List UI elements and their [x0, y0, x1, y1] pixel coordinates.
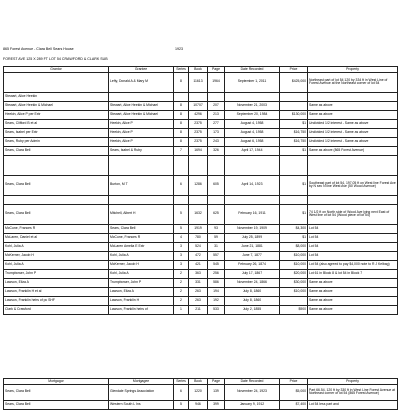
- title-left: 865 Forest Avenue - Clara Bell Sears House: [3, 47, 74, 51]
- cell-page: [208, 155, 225, 175]
- cell-price: $20,000: [280, 269, 308, 278]
- cell-series: 8: [174, 72, 189, 92]
- cell-grantee: [109, 92, 174, 101]
- cell-property: Same as above: [308, 287, 398, 296]
- cell-page: 625: [208, 204, 225, 224]
- cell-grantee: [109, 195, 174, 204]
- cell-property: Lot 61 in Block 8 & lot 54 in Block 7: [308, 269, 398, 278]
- cell-date: July 17, 1867: [225, 269, 280, 278]
- cell-series: 5: [174, 400, 189, 409]
- cell-grantor: Lawson, Franklin heirs of pc SHF: [4, 296, 109, 305]
- table-row: [4, 146, 398, 155]
- cell-price: $900: [280, 305, 308, 314]
- cell-book: 263: [189, 296, 208, 305]
- cell-date: September 1, 2011: [225, 72, 280, 92]
- cell-property: [308, 92, 398, 101]
- cell-series: 3: [174, 242, 189, 251]
- mortgages-table: [3, 378, 398, 410]
- table-row: [4, 119, 398, 128]
- cell-page: 139: [208, 384, 225, 400]
- cell-page: 545: [208, 260, 225, 269]
- cell-page: 1964: [208, 72, 225, 92]
- cell-date: June 7, 1877: [225, 251, 280, 260]
- cell-grantor: Sears, Clara Bell: [4, 400, 109, 409]
- column-header: Page: [208, 67, 225, 73]
- cell-grantor: [4, 155, 109, 175]
- cell-page: 326: [208, 146, 225, 155]
- cell-page: 173: [208, 128, 225, 137]
- cell-grantor: Lawson, Eliza A: [4, 278, 109, 287]
- cell-series: 2: [174, 296, 189, 305]
- cell-series: 6: [174, 384, 189, 400]
- cell-page: 399: [208, 400, 225, 409]
- cell-page: 207: [208, 101, 225, 110]
- cell-price: [280, 101, 308, 110]
- table-row: [4, 137, 398, 146]
- cell-grantor: McLaren, Daniel et al: [4, 233, 109, 242]
- cell-property: Same as above: [308, 296, 398, 305]
- cell-date: July 25, 1899: [225, 233, 280, 242]
- cell-grantee: [109, 155, 174, 175]
- cell-price: [280, 296, 308, 305]
- column-header: Mortgagor: [4, 379, 109, 385]
- cell-price: $16,750: [280, 137, 308, 146]
- cell-grantee: Burton, M T: [109, 175, 174, 195]
- table-row: [4, 72, 398, 92]
- cell-grantee: Western South L Ins: [109, 400, 174, 409]
- cell-series: 3: [174, 251, 189, 260]
- cell-date: February 16, 1911: [225, 204, 280, 224]
- cell-book: [189, 155, 208, 175]
- cell-price: $1: [280, 146, 308, 155]
- cell-book: 2375: [189, 119, 208, 128]
- cell-grantee: Lawson, Eliza A: [109, 287, 174, 296]
- cell-book: 1286: [189, 175, 208, 195]
- cell-series: 8: [174, 101, 189, 110]
- cell-page: 605: [208, 175, 225, 195]
- table-row: [4, 204, 398, 224]
- table-row: [4, 128, 398, 137]
- cell-price: $10,000: [280, 260, 308, 269]
- cell-book: 2375: [189, 137, 208, 146]
- table-row: [4, 224, 398, 233]
- cell-grantee: Lawson, Franklin heirs of: [109, 305, 174, 314]
- cell-grantor: Sears, Clara Bell: [4, 146, 109, 155]
- cell-grantee: Heekin, Alice P: [109, 137, 174, 146]
- table-row: [4, 251, 398, 260]
- table-row: [4, 400, 398, 409]
- cell-series: 1: [174, 305, 189, 314]
- cell-property: Lot 54: [308, 224, 398, 233]
- cell-date: July 8, 1860: [225, 296, 280, 305]
- cell-grantee: Mitchell, Albert H: [109, 204, 174, 224]
- cell-series: 5: [174, 204, 189, 224]
- cell-price: $30,000: [280, 278, 308, 287]
- cell-grantee: Trumpbower, John P: [109, 278, 174, 287]
- cell-property: Lot 54 less part and: [308, 400, 398, 409]
- cell-page: 192: [208, 296, 225, 305]
- cell-grantee: Kohl, Julia A: [109, 251, 174, 260]
- column-header: Date Recorded: [225, 67, 280, 73]
- column-header: Price: [280, 379, 308, 385]
- cell-price: $10,000: [280, 287, 308, 296]
- cell-price: $7,400: [280, 400, 308, 409]
- cell-grantee: Glendale Springs Association: [109, 384, 174, 400]
- title-year: 1923: [175, 47, 183, 51]
- cell-grantee: Lefty, Donald A & Mary M: [109, 72, 174, 92]
- cell-property: Undivided 1/2 interest - Same as above: [308, 137, 398, 146]
- cell-date: April 17, 1944: [225, 146, 280, 155]
- cell-page: 59: [208, 233, 225, 242]
- cell-date: June 21, 1881: [225, 242, 280, 251]
- cell-price: $10,000: [280, 251, 308, 260]
- cell-date: [225, 92, 280, 101]
- cell-price: $8,000: [280, 242, 308, 251]
- cell-grantor: Heekin, Alice P per Extr: [4, 110, 109, 119]
- cell-series: 3: [174, 260, 189, 269]
- cell-book: 331: [189, 278, 208, 287]
- cell-book: 1919: [189, 224, 208, 233]
- column-header: Price: [280, 67, 308, 73]
- cell-date: September 20, 1984: [225, 110, 280, 119]
- cell-series: 8: [174, 128, 189, 137]
- table-row: [4, 305, 398, 314]
- cell-series: 8: [174, 119, 189, 128]
- cell-price: $4,300: [280, 224, 308, 233]
- cell-page: 213: [208, 110, 225, 119]
- cell-series: [174, 92, 189, 101]
- cell-page: 533: [208, 305, 225, 314]
- cell-property: Lot 54 (also agreed to pay $4,000 note to R J Kelbag): [308, 260, 398, 269]
- cell-property: Lot 54: [308, 251, 398, 260]
- table-row: [4, 195, 398, 204]
- cell-property: Southeast part of lot 54, 197.05 ft on West line Forest Ave by N sec N line West Ave (50 Wood Avenue): [308, 175, 398, 195]
- cell-page: 93: [208, 224, 225, 233]
- table-row: [4, 92, 398, 101]
- cell-series: 7: [174, 146, 189, 155]
- cell-grantor: Lawson, Franklin H et al: [4, 287, 109, 296]
- column-header: Page: [208, 379, 225, 385]
- table-row: [4, 175, 398, 195]
- cell-book: [189, 92, 208, 101]
- cell-series: 2: [174, 287, 189, 296]
- cell-book: 1220: [189, 384, 208, 400]
- cell-grantor: [4, 72, 109, 92]
- cell-book: 780: [189, 233, 208, 242]
- cell-book: 1694: [189, 146, 208, 155]
- cell-price: [280, 195, 308, 204]
- cell-book: 11613: [189, 72, 208, 92]
- cell-series: 8: [174, 110, 189, 119]
- cell-property: Same as above (865 Forest Avenue): [308, 146, 398, 155]
- cell-book: 472: [189, 251, 208, 260]
- cell-series: 2: [174, 278, 189, 287]
- table-row: [4, 110, 398, 119]
- cell-property: Lot 54: [308, 233, 398, 242]
- cell-series: 5: [174, 224, 189, 233]
- column-header: Series: [174, 379, 189, 385]
- cell-property: Same as above: [308, 101, 398, 110]
- table-row: [4, 278, 398, 287]
- cell-book: 524: [189, 242, 208, 251]
- cell-page: 557: [208, 251, 225, 260]
- cell-page: [208, 195, 225, 204]
- table-row: [4, 260, 398, 269]
- cell-page: 31: [208, 242, 225, 251]
- cell-property: Same as above: [308, 278, 398, 287]
- cell-book: 946: [189, 400, 208, 409]
- cell-grantor: Sears, Clifford B et al: [4, 119, 109, 128]
- cell-price: $16,750: [280, 128, 308, 137]
- cell-grantor: Sears, Isabel per Extr: [4, 128, 109, 137]
- table-row: [4, 287, 398, 296]
- cell-property: Same as above: [308, 110, 398, 119]
- table-row: [4, 269, 398, 278]
- table-row: [4, 155, 398, 175]
- cell-grantor: Sears, Clara Bell: [4, 384, 109, 400]
- cell-series: [174, 155, 189, 175]
- cell-price: $425,000: [280, 72, 308, 92]
- cell-book: 263: [189, 287, 208, 296]
- cell-property: Undivided 1/2 interest - Same as above: [308, 119, 398, 128]
- cell-book: 211: [189, 305, 208, 314]
- document-subtitle: FOREST AVE 125 X 289 FT LOT 54 CRAWFORD & CLARK SUB: [3, 57, 108, 61]
- cell-series: 8: [174, 137, 189, 146]
- cell-grantor: Stewart, Alice Heekin & Michael: [4, 101, 109, 110]
- column-header: Property: [308, 67, 398, 73]
- cell-date: November 21, 2003: [225, 101, 280, 110]
- table-row: [4, 242, 398, 251]
- cell-price: [280, 92, 308, 101]
- cell-property: Northeast part of lot 54 120 by 334 ft in West Line of Forest Avenue at the Northeast corner of lot 54: [308, 72, 398, 92]
- cell-book: [189, 195, 208, 204]
- cell-price: $5,000: [280, 384, 308, 400]
- cell-date: August 4, 1958: [225, 119, 280, 128]
- column-header: Book: [189, 67, 208, 73]
- column-header: Series: [174, 67, 189, 73]
- cell-date: August 4, 1958: [225, 128, 280, 137]
- cell-date: November 24, 1923: [225, 384, 280, 400]
- cell-date: July 8, 1860: [225, 287, 280, 296]
- cell-page: 586: [208, 278, 225, 287]
- cell-date: April 14, 1923: [225, 175, 280, 195]
- cell-series: 6: [174, 175, 189, 195]
- cell-grantor: Kohl, Julia A: [4, 242, 109, 251]
- cell-property: [308, 155, 398, 175]
- cell-series: [174, 195, 189, 204]
- column-header: Grantor: [4, 67, 109, 73]
- cell-book: 2375: [189, 128, 208, 137]
- column-header: Date Recorded: [225, 379, 280, 385]
- column-header: Mortgagee: [109, 379, 174, 385]
- cell-book: 4296: [189, 110, 208, 119]
- cell-price: $1: [280, 204, 308, 224]
- cell-series: 2: [174, 269, 189, 278]
- cell-price: $1: [280, 119, 308, 128]
- cell-grantor: Sears, Clara Bell: [4, 175, 109, 195]
- cell-grantee: Stewart, Alice Heekin & Michael: [109, 110, 174, 119]
- cell-grantor: Stewart, Alice Heekin: [4, 92, 109, 101]
- cell-grantor: Sears, Clara Bell: [4, 204, 109, 224]
- cell-page: [208, 92, 225, 101]
- cell-grantor: Kohl, Julia A: [4, 260, 109, 269]
- cell-property: Undivided 1/2 interest - Same as above: [308, 128, 398, 137]
- cell-date: January 9, 1912: [225, 400, 280, 409]
- cell-grantor: Trumpbower, John P: [4, 269, 109, 278]
- cell-date: [225, 155, 280, 175]
- cell-grantee: McLaren Amelia E Extr: [109, 242, 174, 251]
- cell-date: February 26, 1874: [225, 260, 280, 269]
- cell-price: $1: [280, 175, 308, 195]
- cell-page: 277: [208, 119, 225, 128]
- cell-book: 10707: [189, 101, 208, 110]
- cell-date: July 2, 1855: [225, 305, 280, 314]
- cell-grantee: Lawson, Franklin H: [109, 296, 174, 305]
- cell-book: 363: [189, 269, 208, 278]
- cell-property: Part 66.54, 120 ft by 330 ft in West Line Forest Avenue at Northeast corner of lot 54 (865 Forest Avenue): [308, 384, 398, 400]
- deeds-table: [3, 66, 398, 315]
- table-row: [4, 384, 398, 400]
- cell-grantee: Sears, Isabel & Ruby: [109, 146, 174, 155]
- cell-date: August 6, 1958: [225, 137, 280, 146]
- cell-grantee: McKerner, Jacob H: [109, 260, 174, 269]
- cell-grantee: Heekin, Alice P: [109, 119, 174, 128]
- cell-property: Lot 54: [308, 242, 398, 251]
- cell-grantor: McKerner, Jacob H: [4, 251, 109, 260]
- column-header: Grantee: [109, 67, 174, 73]
- cell-page: 256: [208, 269, 225, 278]
- cell-property: [308, 195, 398, 204]
- cell-grantee: McCune, Frances R: [109, 233, 174, 242]
- cell-page: 243: [208, 137, 225, 146]
- document-title: [3, 47, 183, 51]
- cell-grantee: Sears, Clara Bell: [109, 224, 174, 233]
- table-row: [4, 233, 398, 242]
- cell-grantor: [4, 195, 109, 204]
- table-row: [4, 101, 398, 110]
- cell-date: [225, 195, 280, 204]
- cell-date: November 19, 1909: [225, 224, 280, 233]
- cell-price: $1: [280, 233, 308, 242]
- cell-grantor: McCune, Frances R: [4, 224, 109, 233]
- cell-grantee: Kohl, Julia A: [109, 269, 174, 278]
- cell-property: 74 1/2 ft on North side of Wood Ave lying next East of West line of lot 54 (Wood piece of lot 54): [308, 204, 398, 224]
- cell-grantor: Clark & Crawford: [4, 305, 109, 314]
- cell-book: 421: [189, 260, 208, 269]
- column-header: Property: [308, 379, 398, 385]
- cell-price: $130,000: [280, 110, 308, 119]
- table-row: [4, 296, 398, 305]
- column-header: Book: [189, 379, 208, 385]
- cell-property: Same as above: [308, 305, 398, 314]
- cell-page: 194: [208, 287, 225, 296]
- cell-book: 1632: [189, 204, 208, 224]
- cell-grantee: Heekin, Alice P: [109, 128, 174, 137]
- cell-price: [280, 155, 308, 175]
- cell-series: 4: [174, 233, 189, 242]
- cell-date: November 24, 1866: [225, 278, 280, 287]
- cell-grantee: Stewart, Alice Heekin & Michael: [109, 101, 174, 110]
- cell-grantor: Sears, Ruby per Admin: [4, 137, 109, 146]
